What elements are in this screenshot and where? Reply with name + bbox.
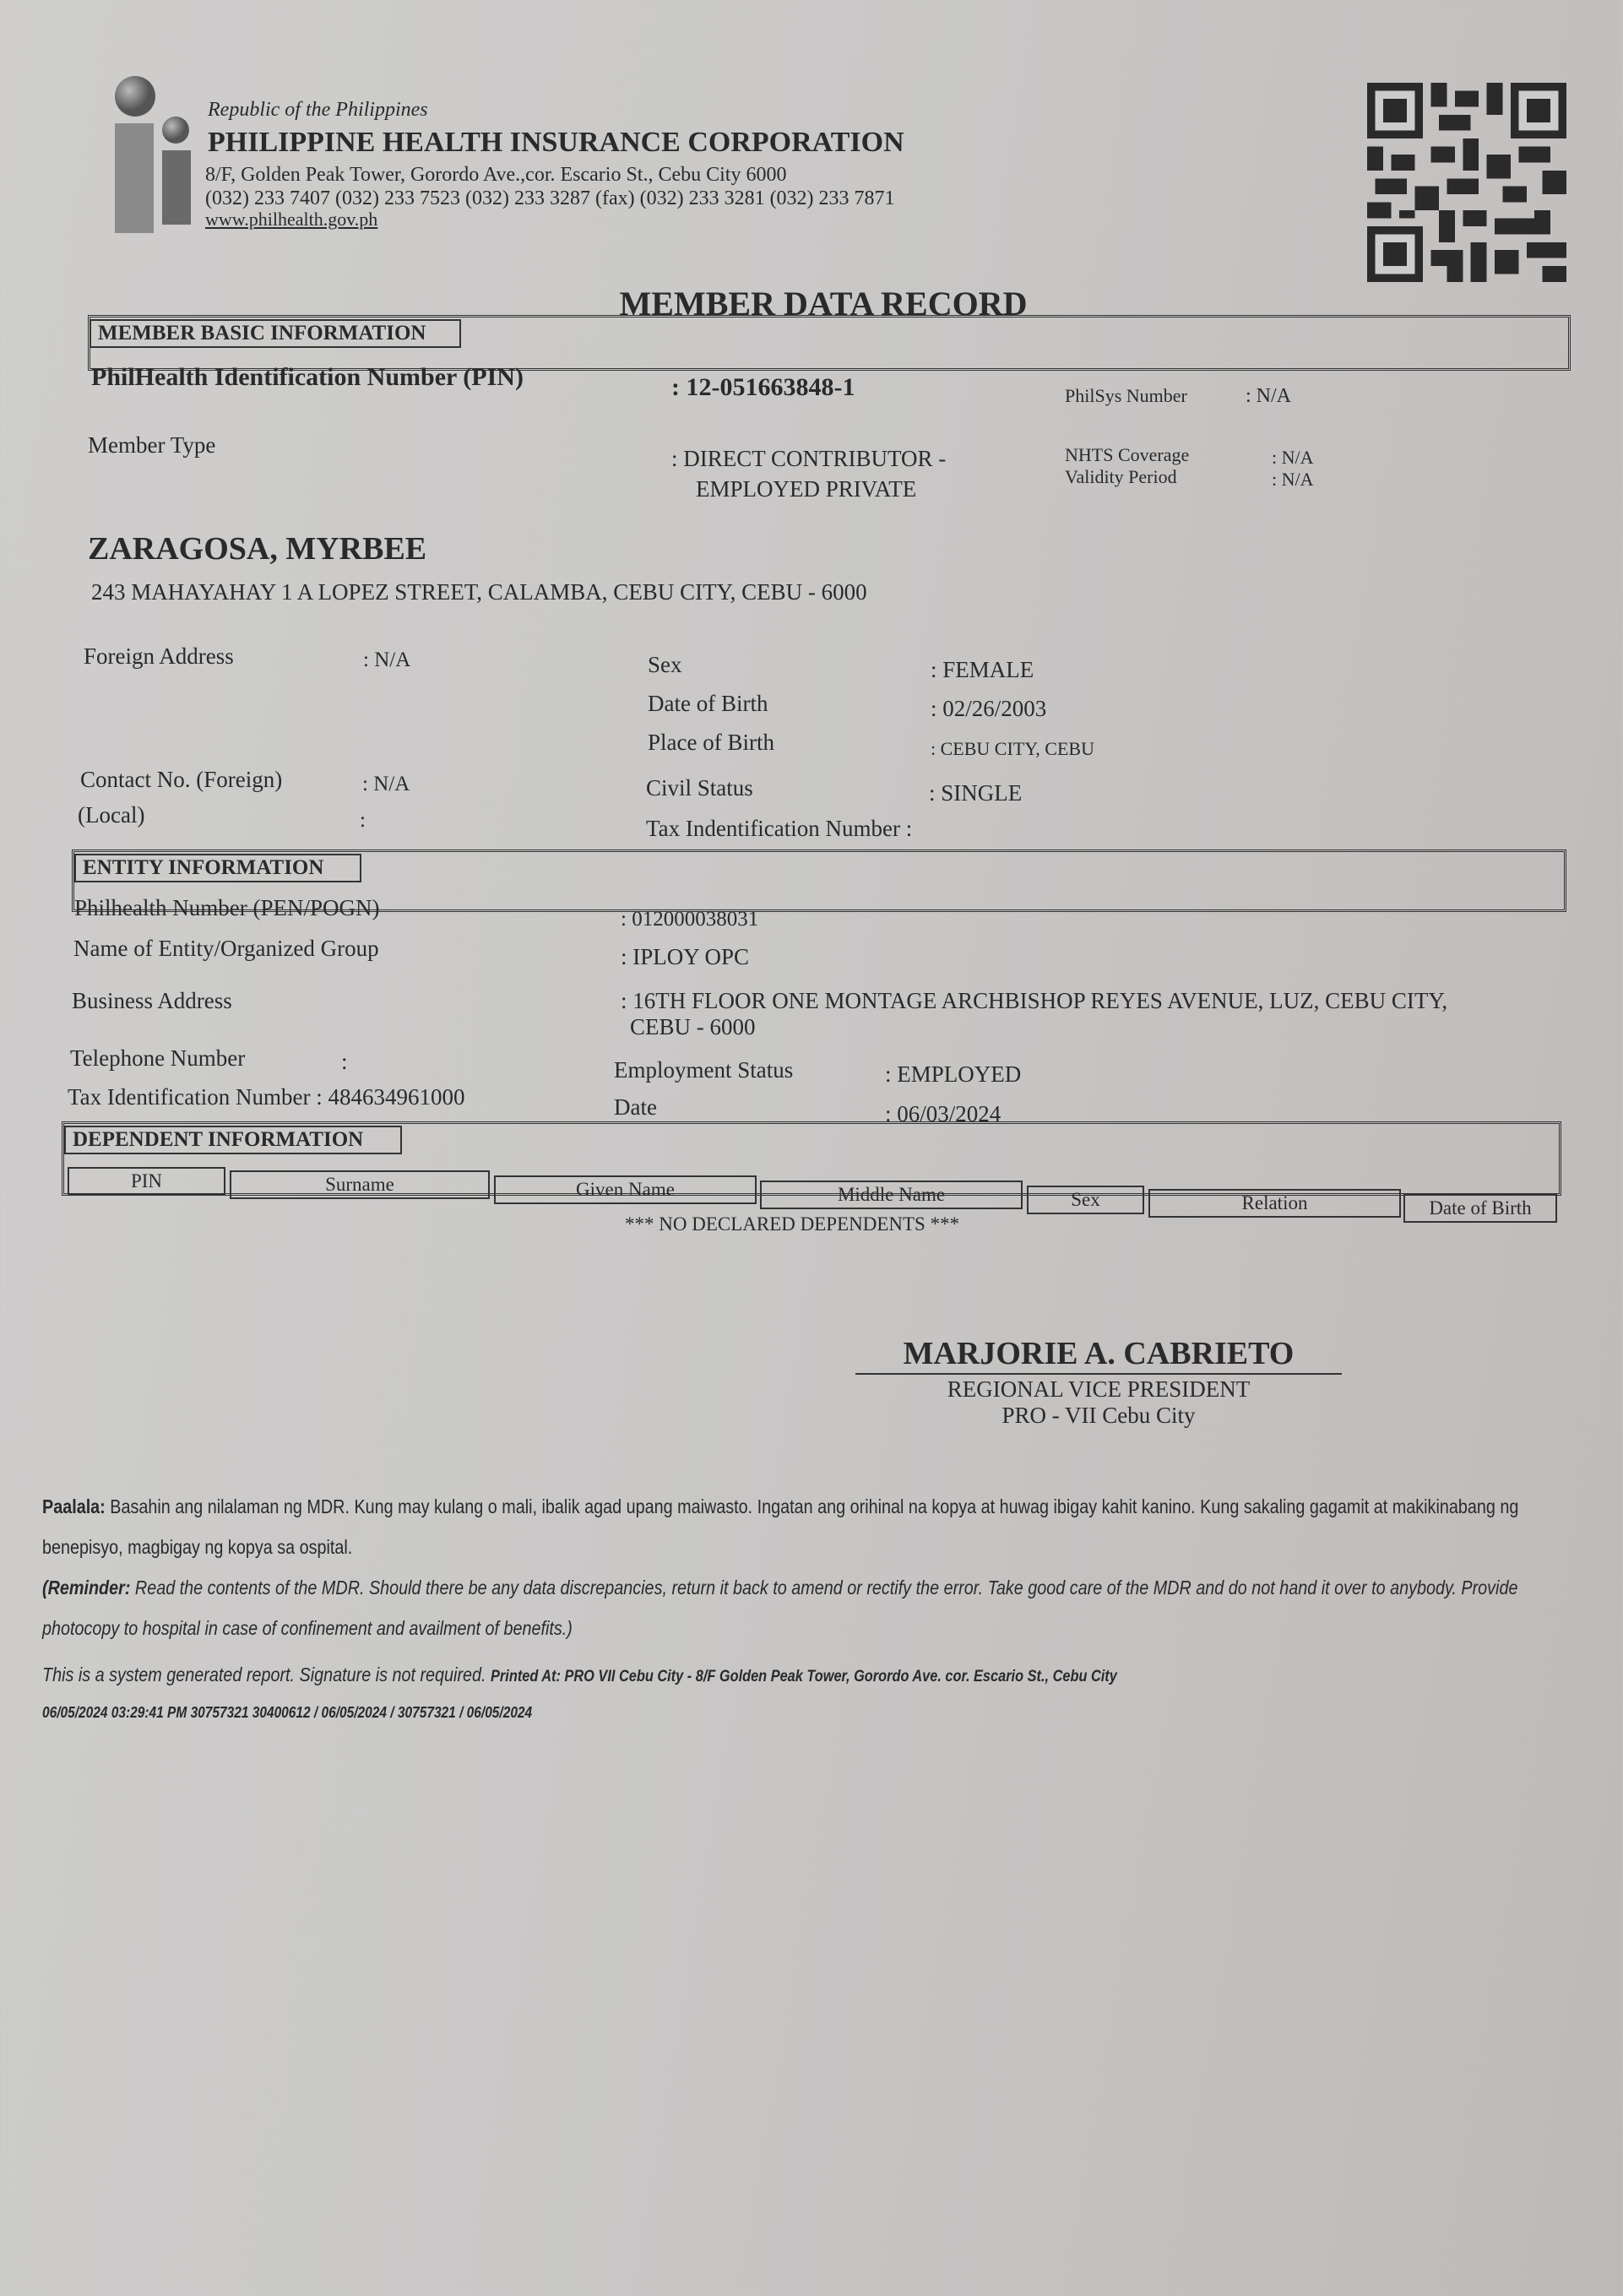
entity-section-label: ENTITY INFORMATION <box>74 854 361 882</box>
employment-status-label: Employment Status <box>614 1057 794 1083</box>
employment-date-label: Date <box>614 1094 657 1120</box>
no-dependents-text: *** NO DECLARED DEPENDENTS *** <box>625 1213 960 1235</box>
column-header-given-name: Given Name <box>494 1175 757 1204</box>
business-address-label: Business Address <box>72 988 232 1013</box>
reminder-note <box>42 1567 1567 1648</box>
entity-tin: Tax Identification Number : 484634961000 <box>68 1084 465 1110</box>
print-stamp: 06/05/2024 03:29:41 PM 30757321 30400612 / 06/05/2024 / 30757321 / 06/05/2024 <box>42 1704 533 1721</box>
civil-status-value: : SINGLE <box>929 780 1023 806</box>
paalala-note <box>42 1486 1567 1567</box>
republic-text: Republic of the Philippines <box>208 99 428 121</box>
telephone-value: : <box>341 1049 348 1074</box>
signatory-name: MARJORIE A. CABRIETO <box>855 1334 1342 1375</box>
qr-code-icon <box>1361 83 1572 282</box>
org-name: PHILIPPINE HEALTH INSURANCE CORPORATION <box>208 127 904 158</box>
validity-value: : N/A <box>1272 469 1314 490</box>
pin-value: : 12-051663848-1 <box>671 373 855 401</box>
pob-value: : CEBU CITY, CEBU <box>931 738 1094 759</box>
local-contact-label: (Local) <box>78 802 145 828</box>
paalala-text: Basahin ang nilalaman ng MDR. Kung may kulang o mali, ibalik agad upang maiwasto. Ingatan ang orihinal na kopya at huwag ibigay kahit kanino. Kung sakaling gagamit at makikinabang ng benepisyo, magbigay ng kopya sa ospital. <box>42 1495 1519 1558</box>
employment-status-value: : EMPLOYED <box>885 1061 1022 1087</box>
nhts-label: NHTS Coverage <box>1065 444 1190 465</box>
philsys-value: : N/A <box>1246 385 1291 407</box>
sex-value: : FEMALE <box>931 657 1034 682</box>
foreign-address-label: Foreign Address <box>84 643 234 669</box>
dob-label: Date of Birth <box>648 691 768 716</box>
system-note <box>42 1664 1117 1686</box>
org-phones: (032) 233 7407 (032) 233 7523 (032) 233 3287 (fax) (032) 233 3281 (032) 233 7871 <box>205 187 895 209</box>
member-type-value-1: : DIRECT CONTRIBUTOR - <box>671 446 947 471</box>
philhealth-logo-icon <box>108 74 193 235</box>
document-title: MEMBER DATA RECORD <box>619 285 1028 323</box>
column-header-relation: Relation <box>1148 1189 1401 1218</box>
reminder-label: (Reminder: <box>42 1577 131 1599</box>
website-link[interactable]: www.philhealth.gov.ph <box>205 209 378 230</box>
system-generated-text: This is a system generated report. Signature is not required. <box>42 1664 486 1685</box>
telephone-label: Telephone Number <box>70 1045 246 1071</box>
column-header-dob: Date of Birth <box>1403 1194 1557 1223</box>
local-contact-value: : <box>360 809 366 832</box>
dob-value: : 02/26/2003 <box>931 696 1047 721</box>
org-address: 8/F, Golden Peak Tower, Gorordo Ave.,cor. Escario St., Cebu City 6000 <box>205 164 787 186</box>
entity-name-value: : IPLOY OPC <box>621 944 750 969</box>
contact-foreign-value: : N/A <box>362 773 410 795</box>
member-address: 243 MAHAYAHAY 1 A LOPEZ STREET, CALAMBA, CEBU CITY, CEBU - 6000 <box>91 579 867 605</box>
pen-label: Philhealth Number (PEN/POGN) <box>74 895 380 920</box>
signatory-office: PRO - VII Cebu City <box>1001 1403 1196 1428</box>
pob-label: Place of Birth <box>648 730 774 755</box>
entity-name-label: Name of Entity/Organized Group <box>73 936 379 961</box>
member-type-value-2: EMPLOYED PRIVATE <box>696 476 917 502</box>
paalala-label: Paalala: <box>42 1495 106 1517</box>
employment-date-value: : 06/03/2024 <box>885 1101 1001 1126</box>
philsys-label: PhilSys Number <box>1065 385 1187 406</box>
column-header-sex: Sex <box>1027 1186 1144 1214</box>
business-address-value-1: : 16TH FLOOR ONE MONTAGE ARCHBISHOP REYES AVENUE, LUZ, CEBU CITY, <box>621 988 1448 1013</box>
column-header-surname: Surname <box>230 1170 490 1199</box>
member-tin-label: Tax Indentification Number : <box>646 816 913 841</box>
nhts-value: : N/A <box>1272 447 1314 468</box>
foreign-address-value: : N/A <box>363 649 411 671</box>
signatory-position: REGIONAL VICE PRESIDENT <box>947 1376 1251 1402</box>
member-name: ZARAGOSA, MYRBEE <box>88 531 427 567</box>
member-type-label: Member Type <box>88 432 216 458</box>
contact-foreign-label: Contact No. (Foreign) <box>80 767 283 792</box>
validity-label: Validity Period <box>1065 466 1177 487</box>
pen-value: : 012000038031 <box>621 908 759 931</box>
member-section-label: MEMBER BASIC INFORMATION <box>90 319 461 348</box>
dependent-section-label: DEPENDENT INFORMATION <box>64 1126 402 1154</box>
business-address-value-2: CEBU - 6000 <box>630 1014 756 1039</box>
sex-label: Sex <box>648 652 682 677</box>
pin-label: PhilHealth Identification Number (PIN) <box>91 363 524 391</box>
column-header-pin: PIN <box>68 1167 225 1196</box>
printed-at-text: Printed At: PRO VII Cebu City - 8/F Golden Peak Tower, Gorordo Ave. cor. Escario St., Cebu City <box>491 1668 1117 1685</box>
civil-status-label: Civil Status <box>646 775 753 801</box>
reminder-text: Read the contents of the MDR. Should there be any data discrepancies, return it back to amend or rectify the error. Take good care of the MDR and do not hand it over to anybody. Provide photocopy to hospital in case of confinement and availment of benefits.) <box>42 1577 1518 1639</box>
column-header-middle-name: Middle Name <box>760 1181 1023 1209</box>
